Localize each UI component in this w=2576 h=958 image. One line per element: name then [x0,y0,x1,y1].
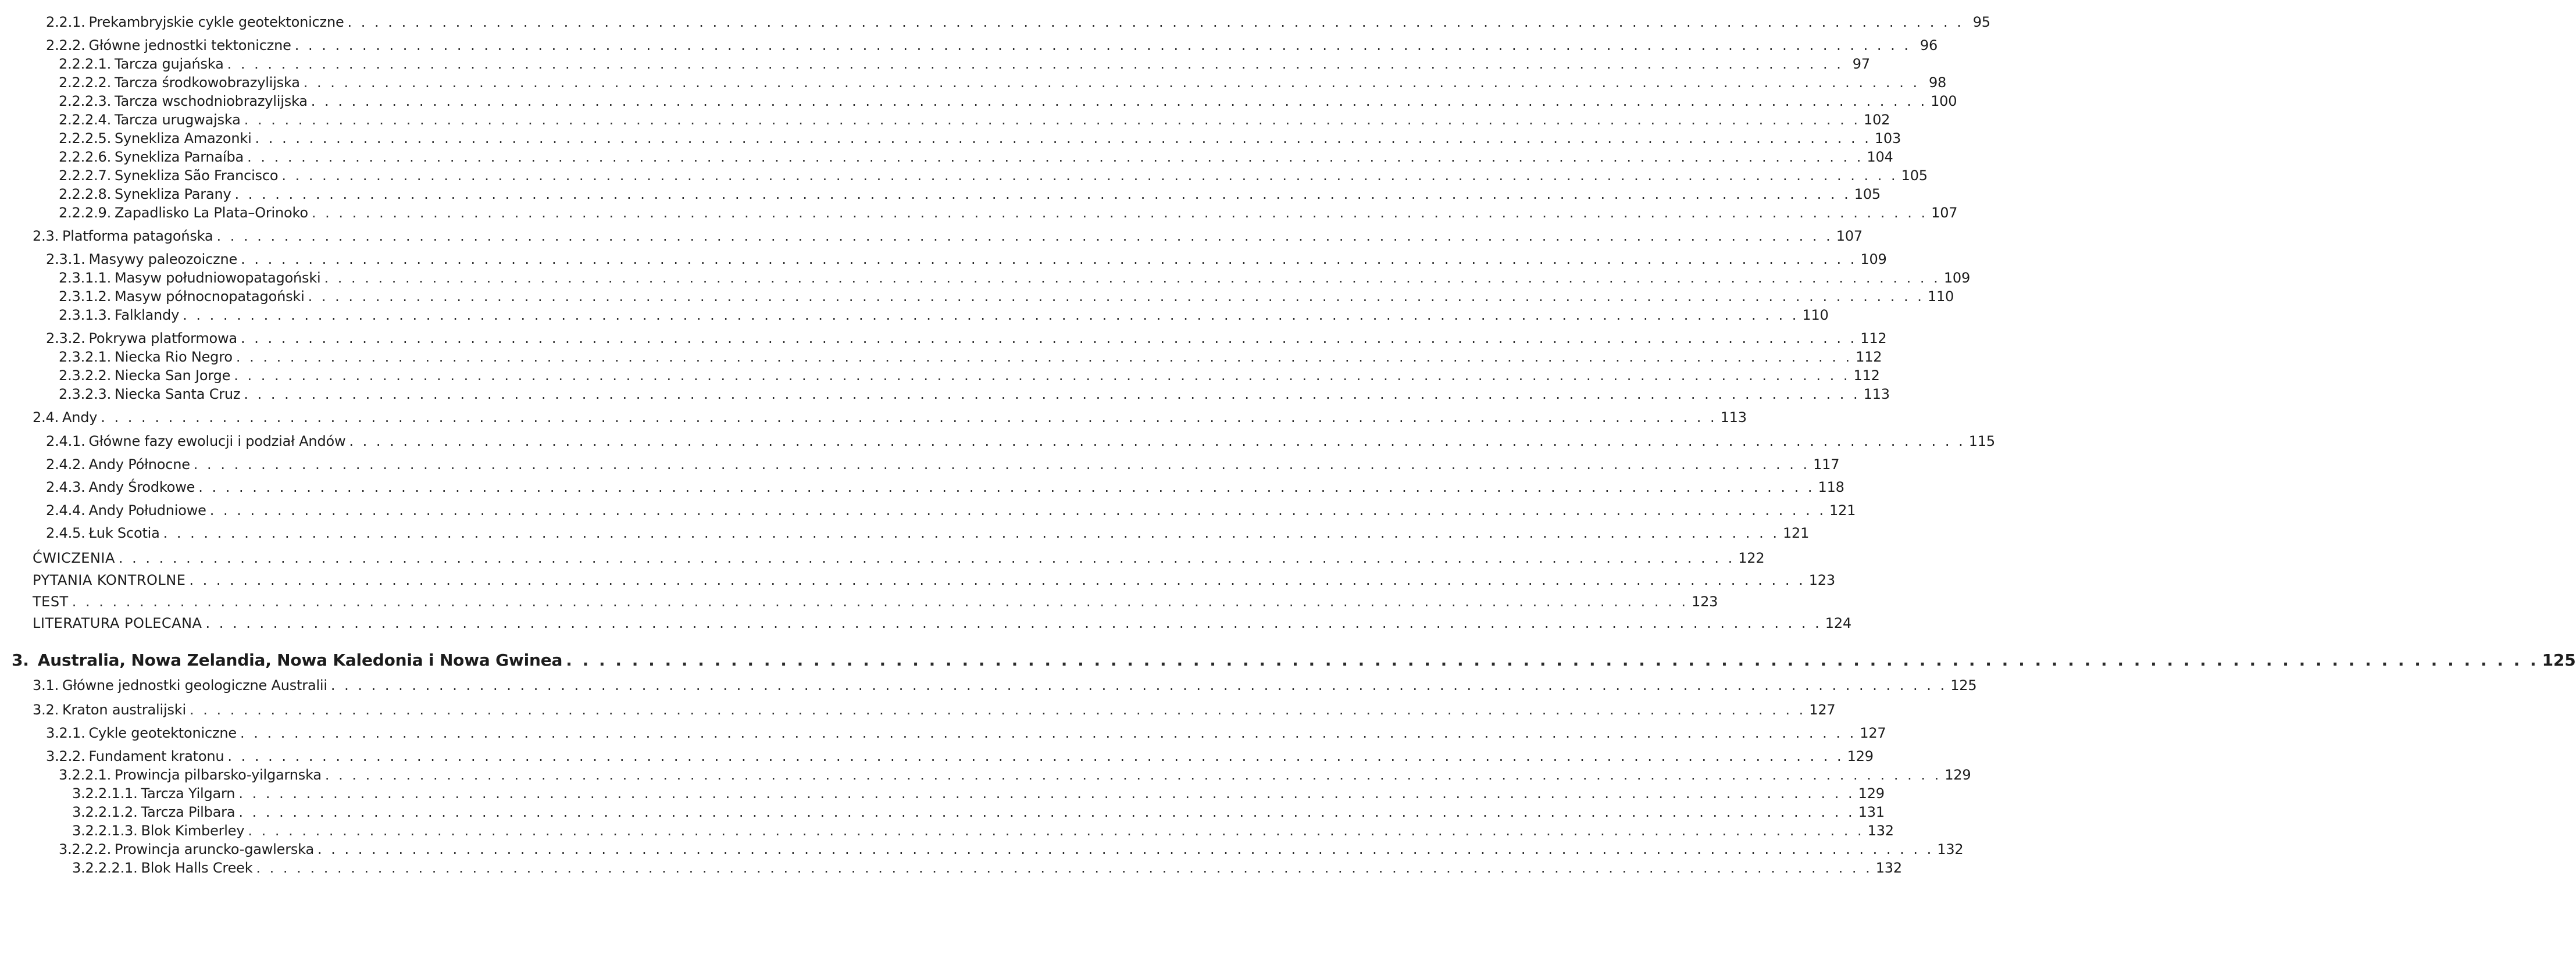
toc-entry [0,14,1990,30]
toc-entry-page: 107 [1836,228,1863,244]
toc-entry [0,767,1971,783]
toc-entry-number: 3.2.2.1.3. [72,823,138,839]
toc-entry-number: 2.2.1. [46,14,85,30]
toc-entry-number: 3.2.2.2.1. [72,860,138,876]
dot-leader: . . . . . . . . . . . . . . . . . . . . . . . . . . . . . . . . . . . . . . . . . . . . . . . . . . . . . . . . . . . . . . . . . . . . . . . . . . . . . . . . . . . . . . . . . . . . . . . . . . . . . . . . . . . . . . . . . . . . . . . . [311,93,1928,109]
toc-entry-title: Platforma patagońska [62,228,213,244]
toc-entry [0,823,1894,839]
toc-entry-page: 113 [1720,409,1747,426]
toc-entry-page: 132 [1937,841,1964,857]
toc-entry-title: Łuk Scotia [88,525,160,541]
dot-leader: . . . . . . . . . . . . . . . . . . . . . . . . . . . . . . . . . . . . . . . . . . . . . . . . . . . . . . . . . . . . . . . . . . . . . . . . . . . . . . . . . . . . . . . . . . . . . . . . . . . . . . . . . . . . . . . . . . . . . . . . [205,615,1822,631]
toc-entry-number: 2.3.1.2. [59,288,111,305]
dot-leader: . . . . . . . . . . . . . . . . . . . . . . . . . . . . . . . . . . . . . . . . . . . . . . . . . . . . . . . . . . . . . . . . . . . . . . . . . . . . . . . . . . . . . . . . . . . . . . . . . . . . . . . . . . . . . . . . . . . . . . . . [317,841,1934,857]
toc-entry-page: 96 [1919,37,1938,53]
dot-leader: . . . . . . . . . . . . . . . . . . . . . . . . . . . . . . . . . . . . . . . . . . . . . . . . . . . . . . . . . . . . . . . . . . . . . . . . . . . . . . . . . . . . . . . . . . . . . . . . . . . . . . . . . . . . . . . . . . . . . . . . [238,785,1855,802]
toc-entry-title: Główne jednostki geologiczne Australii [62,677,327,694]
toc-entry-number: 2.3.2. [46,330,85,346]
toc-chapter-entry [0,650,2576,670]
dot-leader: . . . . . . . . . . . . . . . . . . . . . . . . . . . . . . . . . . . . . . . . . . . . . . . . . . . . . . . . . . . . . . . . . . . . . . . . . . . . . . . . . . . . . . . . . . . . . . . . . . . . . . . . . . . . . . . . . . . . . . . . [216,228,1833,244]
dot-leader: . . . . . . . . . . . . . . . . . . . . . . . . . . . . . . . . . . . . . . . . . . . . . . . . . . . . . . . . . . . . . . . . . . . . . . . . . . . . . . . . . . . . . . . . . . . . . . . . . . . . . . . . . . . . . . . . . . . . . . . . [118,550,1735,566]
toc-entry-number: 3.1. [33,677,59,694]
toc-entry [0,502,1856,519]
toc-entry-page: 110 [1927,288,1954,305]
toc-entry-title: Tarcza środkowobrazylijska [115,74,300,91]
toc-entry-title: Fundament kratonu [88,748,224,764]
toc-entry-page: 127 [1809,702,1836,718]
toc-entry-title: Synekliza Parnaíba [115,149,244,165]
toc-entry [0,186,1881,202]
toc-entry-page: 112 [1856,349,1882,365]
toc-entry-title: Główne jednostki tektoniczne [88,37,291,53]
dot-leader: . . . . . . . . . . . . . . . . . . . . . . . . . . . . . . . . . . . . . . . . . . . . . . . . . . . . . . . . . . . . . . . . . . . . . . . . . . . . . . . . . . . . . . . . . . . . . . . . . . . . . . . . . . . . . . . . . . . . . . . . [240,725,1857,741]
toc-entry-title: PYTANIA KONTROLNE [33,572,186,588]
toc-entry-page: 115 [1968,433,1995,449]
toc-entry-number: 3.2.2.1.1. [72,785,138,802]
toc-entry-page: 117 [1813,456,1840,473]
toc-entry [0,725,1886,741]
toc-entry [0,307,1829,323]
toc-entry-title: Cykle geotektoniczne [88,725,237,741]
toc-entry-number: 2.2.2.6. [59,149,111,165]
toc-entry-number: 2.3.2.2. [59,367,111,384]
toc-entry [0,367,1880,384]
toc-entry-page: 125 [2542,650,2576,670]
toc-entry-number: 2.3.2.3. [59,386,111,402]
toc-entry [0,748,1874,764]
toc-entry-page: 118 [1818,479,1844,495]
dot-leader: . . . . . . . . . . . . . . . . . . . . . . . . . . . . . . . . . . . . . . . . . . . . . . . . . . . . . . . . . . . . . . . . . . . . . . . . . . . . . . . . . . . . . . . . . . . . . . . . . . . . . . . . . . . . . . . . . . . . . . . . [255,130,1871,146]
toc-entry-title: Niecka San Jorge [115,367,231,384]
toc-entry-page: 100 [1931,93,1957,109]
dot-leader: . . . . . . . . . . . . . . . . . . . . . . . . . . . . . . . . . . . . . . . . . . . . . . . . . . . . . . . . . . . . . . . . . . . . . . . . . . . . . . . . . . . . . . . . . . . . . . . . . . . . . . . . . . . . . . . . . . . . . . . . [247,149,1864,165]
dot-leader: . . . . . . . . . . . . . . . . . . . . . . . . . . . . . . . . . . . . . . . . . . . . . . . . . . . . . . . . . . . . . . . . . . . . . . . . . . . . . . . . . . . . . . . . . . . . . . . . . . . . . . . . . . . . . . . . . . . . . . . . [209,502,1826,519]
toc-entry-page: 110 [1802,307,1829,323]
toc-entry-title: Niecka Santa Cruz [115,386,241,402]
toc-entry-page: 129 [1847,748,1874,764]
toc-entry-page: 112 [1853,367,1880,384]
toc-entry-number: 2.4.1. [46,433,85,449]
toc-entry-title: ĆWICZENIA [33,550,115,566]
toc-entry-page: 123 [1692,594,1718,610]
toc-entry-title: Andy [62,409,98,426]
toc-entry-title: Kraton australijski [62,702,186,718]
toc-entry-number: 3.2.1. [46,725,85,741]
toc-entry-page: 125 [1950,677,1977,694]
dot-leader: . . . . . . . . . . . . . . . . . . . . . . . . . . . . . . . . . . . . . . . . . . . . . . . . . . . . . . . . . . . . . . . . . . . . . . . . . . . . . . . . . . . . . . . . . . . . . . . . . . . . . . . . . . . . . . . . . . . . . . . . [241,251,1857,267]
dot-leader: . . . . . . . . . . . . . . . . . . . . . . . . . . . . . . . . . . . . . . . . . . . . . . . . . . . . . . . . . . . . . . . . . . . . . . . . . . . . . . . . . . . . . . . . . . . . . . . . . . . . . . . . . . . . . . . . . . . . . . . . [324,767,1942,783]
toc-entry [0,270,1971,286]
toc-entry [0,525,1810,541]
toc-entry-page: 129 [1858,785,1885,802]
toc-entry [0,615,1851,631]
toc-entry-title: LITERATURA POLECANA [33,615,202,631]
toc-entry-number: 3.2.2.2. [59,841,111,857]
dot-leader: . . . . . . . . . . . . . . . . . . . . . . . . . . . . . . . . . . . . . . . . . . . . . . . . . . . . . . . . . . . . . . . . . . . . . . . . . . . . . . . . . . . . . . . . . . . . . . . . . . . . . . . . . . . . . . . . . . . . . . . . [281,167,1898,184]
toc-entry-number: 2.2.2. [46,37,85,53]
toc-entry [0,205,1958,221]
dot-leader: . . . . . . . . . . . . . . . . . . . . . . . . . . . . . . . . . . . . . . . . . . . . . . . . . . . . . . . . . . . . . . . . . . . . . . . . . . . . . . . . . . . . . . . . . . . . . . . . . . . . . . . . . . . . . . . . . . . . . . . . [234,367,1850,384]
toc-entry-page: 113 [1863,386,1890,402]
toc-entry [0,74,1947,91]
toc-entry-title: Zapadlisko La Plata–Orinoko [115,205,308,221]
toc-entry-page: 95 [1972,14,1990,30]
toc-entry-title: Masyw północnopatagoński [115,288,305,305]
dot-leader: . . . . . . . . . . . . . . . . . . . . . . . . . . . . . . . . . . . . . . . . . . . . . . . . . . . . . . . . . . . . . . . . . . . . . . . . . . . . . . . . . . . . . . . . . . . . . . . . . . . . . . . . . . . . . . . . . . . . . . . . [349,433,1965,449]
toc-entry-number: 2.2.2.3. [59,93,111,109]
dot-leader: . . . . . . . . . . . . . . . . . . . . . . . . . . . . . . . . . . . . . . . . . . . . . . . . . . . . . . . . . . . . . . . . . . . . . . . . . . . . . . . . . . . . . . . . . . . . . . . . . . . . . . . . . . . . . . . . . . . . . . . . [248,823,1864,839]
toc-entry [0,56,1870,72]
toc-entry-number: 2.2.2.1. [59,56,111,72]
dot-leader: . . . . . . . . . . . . . . . . . . . . . . . . . . . . . . . . . . . . . . . . . . . . . . . . . . . . . . . . . . . . . . . . . . . . . . . . . . . . . . . . . . . . . . . . . . . . . . . . . . . . . . . . . . . . . . . . . . . . . . . . [330,677,1947,694]
toc-entry-number: 2.2.2.2. [59,74,111,91]
toc-entry-page: 102 [1864,112,1890,128]
toc-entry-number: 2.2.2.9. [59,205,111,221]
toc-entry [0,167,1928,184]
toc-entry-page: 109 [1943,270,1971,286]
toc-entry-title: Prekambryjskie cykle geotektoniczne [88,14,344,30]
dot-leader: . . . . . . . . . . . . . . . . . . . . . . . . . . . . . . . . . . . . . . . . . . . . . . . . . . . . . . . . . . . . . . . . . . . . . . . . . . . . . . . . . . . . . . . . . . . . . . . . . . . . . . . . . . . . . . . . . . . . . . . . [101,409,1717,426]
toc-entry [0,251,1887,267]
toc-entry [0,479,1844,495]
toc-entry-title: Pokrywa platformowa [88,330,237,346]
toc-entry [0,93,1957,109]
toc-entry [0,677,1977,694]
dot-leader: . . . . . . . . . . . . . . . . . . . . . . . . . . . . . . . . . . . . . . . . . . . . . . . . . . . . . . . . . . . . . . . . . . . . . . . . . . . . . . . . . . . . . . . . . . . . . . . . . . . . . . . . . . . . . . . . . . . . . . . . [236,349,1853,365]
toc-entry [0,804,1885,820]
toc-entry-number: 2.3.2.1. [59,349,111,365]
dot-leader: . . . . . . . . . . . . . . . . . . . . . . . . . . . . . . . . . . . . . . . . . . . . . . . . . . . . . . . . . . . . . . . . . . . . . . . . . . . . . . . . . . . . . . . . . . . . . . . . . . . . . . . . . . . . . . . . . . . . . . . . [193,456,1810,473]
toc-entry [0,386,1890,402]
toc-entry-page: 112 [1860,330,1887,346]
toc-entry-page: 109 [1860,251,1887,267]
dot-leader: . . . . . . . . . . . . . . . . . . . . . . . . . . . . . . . . . . . . . . . . . . . . . . . . . . . . . . . . . . . . . . . . . . . . . . . . . . . . . . . . . . . . . . . . . . . . . . . . . . . . . . . . . . . . . . . . . . . . . . . . [566,650,2539,670]
toc-entry-page: 104 [1867,149,1893,165]
dot-leader: . . . . . . . . . . . . . . . . . . . . . . . . . . . . . . . . . . . . . . . . . . . . . . . . . . . . . . . . . . . . . . . . . . . . . . . . . . . . . . . . . . . . . . . . . . . . . . . . . . . . . . . . . . . . . . . . . . . . . . . . [311,205,1928,221]
toc-entry-title: Tarcza Pilbara [141,804,236,820]
toc-entry-title: Masywy paleozoiczne [88,251,238,267]
toc-entry-title: Główne fazy ewolucji i podział Andów [88,433,346,449]
toc-entry-number: 2.4.3. [46,479,85,495]
toc-entry-number: 3.2.2. [46,748,85,764]
dot-leader: . . . . . . . . . . . . . . . . . . . . . . . . . . . . . . . . . . . . . . . . . . . . . . . . . . . . . . . . . . . . . . . . . . . . . . . . . . . . . . . . . . . . . . . . . . . . . . . . . . . . . . . . . . . . . . . . . . . . . . . . [240,330,1857,346]
toc-entry-number: 2.4.2. [46,456,85,473]
dot-leader: . . . . . . . . . . . . . . . . . . . . . . . . . . . . . . . . . . . . . . . . . . . . . . . . . . . . . . . . . . . . . . . . . . . . . . . . . . . . . . . . . . . . . . . . . . . . . . . . . . . . . . . . . . . . . . . . . . . . . . . . [189,572,1806,588]
toc-entry-title: Tarcza gujańska [115,56,224,72]
toc-entry-title: Australia, Nowa Zelandia, Nowa Kaledonia i Nowa Gwinea [37,650,563,670]
toc-entry-title: Blok Halls Creek [141,860,253,876]
toc-entry-number: 3. [12,650,29,670]
toc-entry-title: Synekliza Amazonki [115,130,252,146]
toc-entry [0,37,1938,53]
toc-entry [0,785,1885,802]
dot-leader: . . . . . . . . . . . . . . . . . . . . . . . . . . . . . . . . . . . . . . . . . . . . . . . . . . . . . . . . . . . . . . . . . . . . . . . . . . . . . . . . . . . . . . . . . . . . . . . . . . . . . . . . . . . . . . . . . . . . . . . . [72,594,1689,610]
toc-entry-title: Synekliza São Francisco [115,167,279,184]
toc-entry-title: Tarcza wschodniobrazylijska [115,93,308,109]
toc-entry-title: Synekliza Parany [115,186,231,202]
toc-entry [0,433,1995,449]
toc-entry [0,550,1765,566]
toc-entry-page: 131 [1858,804,1885,820]
toc-entry-number: 2.4.4. [46,502,85,519]
toc-entry-page: 107 [1931,205,1958,221]
toc-entry-page: 103 [1874,130,1901,146]
toc-entry-number: 2.3. [33,228,59,244]
toc-entry-title: Falklandy [115,307,180,323]
dot-leader: . . . . . . . . . . . . . . . . . . . . . . . . . . . . . . . . . . . . . . . . . . . . . . . . . . . . . . . . . . . . . . . . . . . . . . . . . . . . . . . . . . . . . . . . . . . . . . . . . . . . . . . . . . . . . . . . . . . . . . . . [183,307,1799,323]
dot-leader: . . . . . . . . . . . . . . . . . . . . . . . . . . . . . . . . . . . . . . . . . . . . . . . . . . . . . . . . . . . . . . . . . . . . . . . . . . . . . . . . . . . . . . . . . . . . . . . . . . . . . . . . . . . . . . . . . . . . . . . . [238,804,1855,820]
toc-entry-page: 121 [1829,502,1856,519]
toc-entry-number: 2.2.2.5. [59,130,111,146]
toc-entry [0,456,1840,473]
toc-entry-number: 2.4. [33,409,59,426]
dot-leader: . . . . . . . . . . . . . . . . . . . . . . . . . . . . . . . . . . . . . . . . . . . . . . . . . . . . . . . . . . . . . . . . . . . . . . . . . . . . . . . . . . . . . . . . . . . . . . . . . . . . . . . . . . . . . . . . . . . . . . . . [294,37,1911,53]
toc-entry-number: 2.2.2.7. [59,167,111,184]
toc-entry [0,841,1964,857]
toc-entry-title: Blok Kimberley [141,823,245,839]
dot-leader: . . . . . . . . . . . . . . . . . . . . . . . . . . . . . . . . . . . . . . . . . . . . . . . . . . . . . . . . . . . . . . . . . . . . . . . . . . . . . . . . . . . . . . . . . . . . . . . . . . . . . . . . . . . . . . . . . . . . . . . . [189,702,1806,718]
toc-entry [0,330,1887,346]
toc-entry-number: 3.2. [33,702,59,718]
toc-entry [0,349,1882,365]
toc-entry-title: Prowincja pilbarsko-yilgarnska [115,767,322,783]
toc-entry-title: TEST [33,594,69,610]
toc-entry-page: 105 [1854,186,1881,202]
dot-leader: . . . . . . . . . . . . . . . . . . . . . . . . . . . . . . . . . . . . . . . . . . . . . . . . . . . . . . . . . . . . . . . . . . . . . . . . . . . . . . . . . . . . . . . . . . . . . . . . . . . . . . . . . . . . . . . . . . . . . . . . [234,186,1851,202]
toc-entry [0,594,1718,610]
toc-entry-number: 3.2.2.1.2. [72,804,138,820]
toc-entry-title: Andy Środkowe [88,479,195,495]
dot-leader: . . . . . . . . . . . . . . . . . . . . . . . . . . . . . . . . . . . . . . . . . . . . . . . . . . . . . . . . . . . . . . . . . . . . . . . . . . . . . . . . . . . . . . . . . . . . . . . . . . . . . . . . . . . . . . . . . . . . . . . . [244,112,1860,128]
toc-entry-title: Andy Południowe [88,502,206,519]
dot-leader: . . . . . . . . . . . . . . . . . . . . . . . . . . . . . . . . . . . . . . . . . . . . . . . . . . . . . . . . . . . . . . . . . . . . . . . . . . . . . . . . . . . . . . . . . . . . . . . . . . . . . . . . . . . . . . . . . . . . . . . . [303,74,1920,91]
toc-entry-title: Tarcza urugwajska [115,112,241,128]
toc-entry-page: 121 [1782,525,1810,541]
toc-entry-page: 132 [1875,860,1902,876]
toc-entry [0,860,1902,876]
toc-entry [0,288,1954,305]
toc-entry-title: Tarcza Yilgarn [141,785,236,802]
toc-entry [0,572,1835,588]
dot-leader: . . . . . . . . . . . . . . . . . . . . . . . . . . . . . . . . . . . . . . . . . . . . . . . . . . . . . . . . . . . . . . . . . . . . . . . . . . . . . . . . . . . . . . . . . . . . . . . . . . . . . . . . . . . . . . . . . . . . . . . . [244,386,1860,402]
toc-entry [0,228,1863,244]
toc-entry-title: Niecka Rio Negro [115,349,233,365]
toc-entry [0,112,1890,128]
dot-leader: . . . . . . . . . . . . . . . . . . . . . . . . . . . . . . . . . . . . . . . . . . . . . . . . . . . . . . . . . . . . . . . . . . . . . . . . . . . . . . . . . . . . . . . . . . . . . . . . . . . . . . . . . . . . . . . . . . . . . . . . [324,270,1940,286]
dot-leader: . . . . . . . . . . . . . . . . . . . . . . . . . . . . . . . . . . . . . . . . . . . . . . . . . . . . . . . . . . . . . . . . . . . . . . . . . . . . . . . . . . . . . . . . . . . . . . . . . . . . . . . . . . . . . . . . . . . . . . . . [198,479,1815,495]
toc-entry-number: 2.3.1. [46,251,85,267]
toc-entry-page: 124 [1825,615,1851,631]
toc-entry-number: 2.2.2.8. [59,186,111,202]
toc-entry-page: 122 [1738,550,1765,566]
toc-entry-page: 129 [1945,767,1971,783]
dot-leader: . . . . . . . . . . . . . . . . . . . . . . . . . . . . . . . . . . . . . . . . . . . . . . . . . . . . . . . . . . . . . . . . . . . . . . . . . . . . . . . . . . . . . . . . . . . . . . . . . . . . . . . . . . . . . . . . . . . . . . . . [347,14,1964,30]
toc-entry-number: 2.2.2.4. [59,112,111,128]
dot-leader: . . . . . . . . . . . . . . . . . . . . . . . . . . . . . . . . . . . . . . . . . . . . . . . . . . . . . . . . . . . . . . . . . . . . . . . . . . . . . . . . . . . . . . . . . . . . . . . . . . . . . . . . . . . . . . . . . . . . . . . . [227,748,1844,764]
dot-leader: . . . . . . . . . . . . . . . . . . . . . . . . . . . . . . . . . . . . . . . . . . . . . . . . . . . . . . . . . . . . . . . . . . . . . . . . . . . . . . . . . . . . . . . . . . . . . . . . . . . . . . . . . . . . . . . . . . . . . . . . [308,288,1924,305]
toc-entry [0,149,1893,165]
toc-entry-page: 105 [1901,167,1928,184]
toc-entry-page: 127 [1860,725,1886,741]
dot-leader: . . . . . . . . . . . . . . . . . . . . . . . . . . . . . . . . . . . . . . . . . . . . . . . . . . . . . . . . . . . . . . . . . . . . . . . . . . . . . . . . . . . . . . . . . . . . . . . . . . . . . . . . . . . . . . . . . . . . . . . . [163,525,1779,541]
dot-leader: . . . . . . . . . . . . . . . . . . . . . . . . . . . . . . . . . . . . . . . . . . . . . . . . . . . . . . . . . . . . . . . . . . . . . . . . . . . . . . . . . . . . . . . . . . . . . . . . . . . . . . . . . . . . . . . . . . . . . . . . [227,56,1843,72]
toc-entry-page: 97 [1852,56,1870,72]
toc-entry [0,409,1747,426]
toc-entry-number: 2.3.1.3. [59,307,111,323]
toc-entry-page: 123 [1808,572,1835,588]
dot-leader: . . . . . . . . . . . . . . . . . . . . . . . . . . . . . . . . . . . . . . . . . . . . . . . . . . . . . . . . . . . . . . . . . . . . . . . . . . . . . . . . . . . . . . . . . . . . . . . . . . . . . . . . . . . . . . . . . . . . . . . . [256,860,1872,876]
toc-entry-title: Masyw południowopatagoński [115,270,321,286]
toc-entry [0,130,1901,146]
toc-entry-number: 2.3.1.1. [59,270,111,286]
toc-entry-page: 132 [1867,823,1894,839]
toc-entry [0,702,1836,718]
toc-entry-number: 3.2.2.1. [59,767,111,783]
toc-entry-page: 98 [1928,74,1947,91]
toc-entry-title: Andy Północne [88,456,190,473]
toc-entry-number: 2.4.5. [46,525,85,541]
toc-entry-title: Prowincja aruncko-gawlerska [115,841,314,857]
